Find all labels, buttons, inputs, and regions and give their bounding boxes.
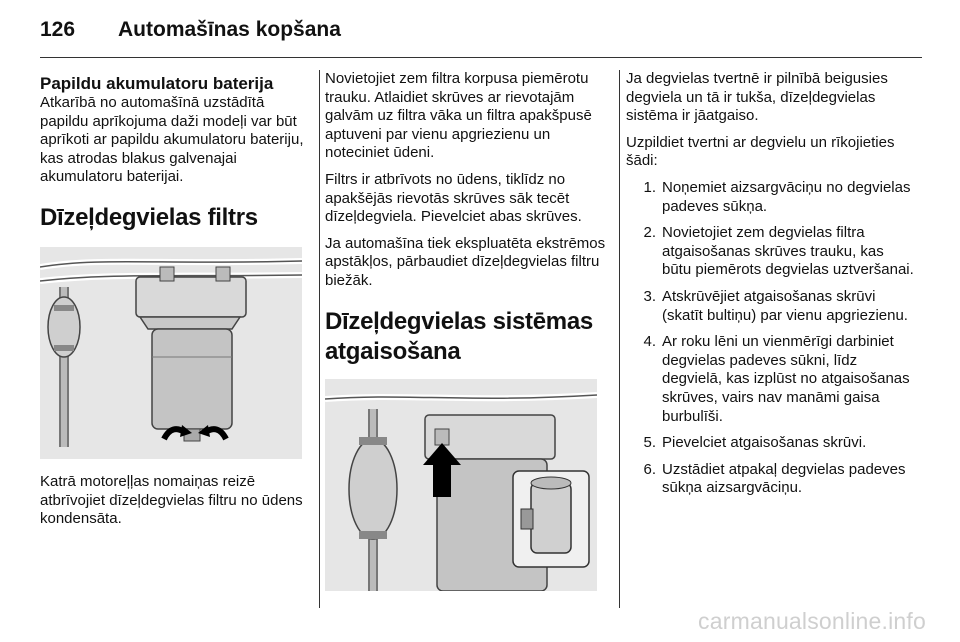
bleed-intro-1: Ja degvielas tvertnē ir pilnībā beigusies degviela un tā ir tukša, dīzeļdegvielas sistēma ir jāatgaiso. bbox=[626, 70, 888, 125]
filter-para-1: Novietojiet zem filtra korpusa piemērotu trauku. Atlaidiet skrūves ar rievotajām galvām uz filtra vāka un filtra apakšpusē aptuveni par vienu apgriezienu un noteciniet ūdeni. bbox=[325, 70, 592, 162]
bleed-steps-list bbox=[626, 179, 916, 498]
column-1 bbox=[40, 70, 306, 537]
column-2 bbox=[325, 70, 607, 591]
column-divider-right bbox=[619, 70, 620, 608]
filter-heading: Dīzeļdegvielas filtrs bbox=[40, 203, 258, 231]
watermark: carmanualsonline.info bbox=[698, 608, 926, 634]
filter-text: Katrā motoreļļas nomaiņas reizē atbrīvojiet dīzeļdegvielas filtru no ūdens kondensāta. bbox=[40, 472, 303, 528]
page-title: Automašīnas kopšana bbox=[118, 18, 341, 41]
page-header bbox=[40, 18, 341, 48]
list-item: 3. Atskrūvējiet atgaisošanas skrūvi (skatīt bultiņu) par vienu apgriezienu. bbox=[643, 287, 908, 324]
column-divider-left bbox=[319, 70, 320, 608]
list-item: 1. Noņemiet aizsargvāciņu no degvielas padeves sūkņa. bbox=[643, 178, 911, 215]
aux-battery-heading: Papildu akumulatoru baterija bbox=[40, 74, 274, 93]
fuel-filter-illustration bbox=[40, 247, 302, 459]
page-number: 126 bbox=[40, 18, 76, 41]
aux-battery-text: Atkarībā no automašīnā uzstādītā papildu aprīkojuma daži modeļi var būt aprīkoti ar papildu akumulatoru bateriju, kas atrodas blakus galvenajai akumulatoru baterijai. bbox=[40, 94, 304, 186]
list-item: 5. Pievelciet atgaisošanas skrūvi. bbox=[643, 434, 867, 452]
bleed-heading: Dīzeļdegvielas sistēmas atgaisošana bbox=[325, 307, 593, 365]
fuel-system-bleeding-illustration bbox=[325, 379, 597, 591]
bleed-intro-2: Uzpildiet tvertni ar degvielu un rīkojieties šādi: bbox=[626, 133, 895, 170]
list-item: 6. Uzstādiet atpakaļ degvielas padeves sūkņa aizsargvāciņu. bbox=[643, 460, 906, 497]
list-item: 4. Ar roku lēni un vienmērīgi darbiniet degvielas padeves sūkni, līdz degvielā, kas izplūst no atgaisošanas skrūves, vairs nav manāmi gaisa burbulīši. bbox=[643, 333, 910, 425]
filter-para-2: Filtrs ir atbrīvots no ūdens, tiklīdz no apakšējās rievotās skrūves sāk tecēt dīzeļdegviela. Pievelciet abas skrūves. bbox=[325, 170, 582, 226]
header-divider bbox=[40, 57, 922, 58]
filter-para-3: Ja automašīna tiek ekspluatēta ekstrēmos apstākļos, pārbaudiet dīzeļdegvielas filtru biežāk. bbox=[325, 234, 606, 289]
column-3 bbox=[626, 70, 916, 506]
list-item: 2. Novietojiet zem degvielas filtra atgaisošanas skrūves trauku, kas būtu piemērots degvielas uztveršanai. bbox=[643, 224, 914, 279]
